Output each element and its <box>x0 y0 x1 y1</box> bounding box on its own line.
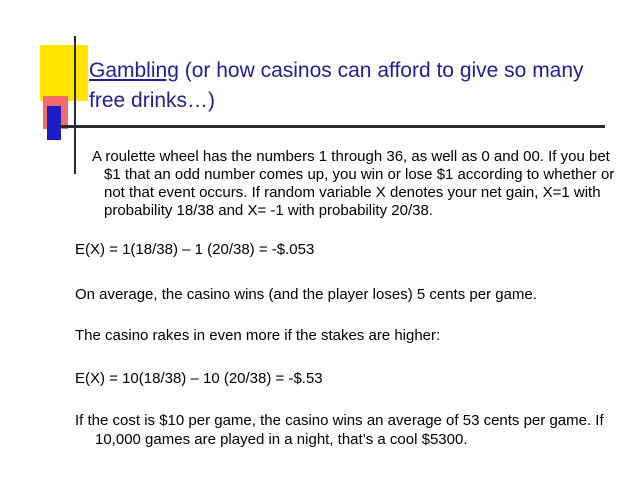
title-divider <box>60 125 605 128</box>
expected-value-ten-dollar: E(X) = 10(18/38) – 10 (20/38) = -$.53 <box>75 370 323 387</box>
intro-paragraph: A roulette wheel has the numbers 1 through 36, as well as 0 and 00. If you bet $1 that an odd number comes up, you win or lose $1 according to whether or not that event occurs. If random variable X denotes your net gain, X=1 with probability 18/38 and X= -1 with probability 20/38. <box>92 148 615 219</box>
nightly-winnings-statement: If the cost is $10 per game, the casino wins an average of 53 cents per game. If 10,000 games are played in a night, that’s a cool $5300. <box>75 412 604 448</box>
title-gambling-link[interactable]: Gambling <box>89 59 179 82</box>
expected-value-dollar: E(X) = 1(18/38) – 1 (20/38) = -$.053 <box>75 241 315 258</box>
slide-title <box>89 56 619 116</box>
deco-yellow-block <box>40 45 88 101</box>
deco-vertical-line <box>74 36 76 174</box>
title-subtitle: (or how casinos can afford to give so many free drinks…) <box>89 59 584 112</box>
deco-blue-block <box>47 106 61 140</box>
average-loss-statement: On average, the casino wins (and the player loses) 5 cents per game. <box>75 286 537 303</box>
higher-stakes-statement: The casino rakes in even more if the stakes are higher: <box>75 327 441 344</box>
